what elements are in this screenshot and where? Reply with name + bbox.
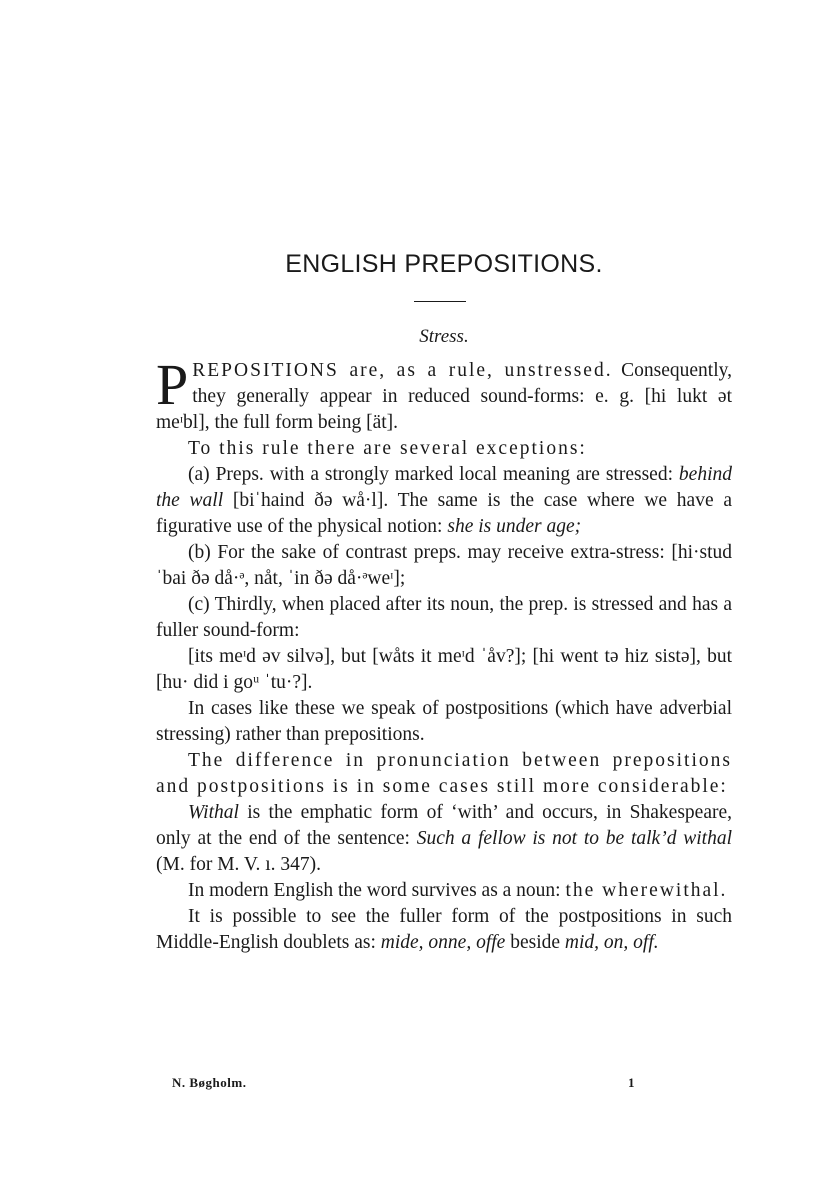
author-name: N. Bøgholm. bbox=[172, 1075, 247, 1090]
paragraph-6: [its meᶦd əv silvə], but [wåts it meᶦd ˈåv?]; [hi went tə hiz sistə], but [hu· did i goᵘ ˈtu·?]. bbox=[156, 646, 732, 693]
paragraph-text: It is possible to see the fuller form of the postpositions in such Middle-English doublets as: bbox=[156, 906, 732, 953]
paragraph-text: [biˈhaind ðə wå·l]. The same is the case where we have a figurative use of the physical notion: bbox=[156, 490, 732, 537]
section-heading: Stress. bbox=[419, 326, 469, 347]
paragraph-text: Consequently, they generally appear in reduced sound-forms: e. g. [hi lukt ət meᶦbl], the full form being [ät]. bbox=[156, 360, 732, 433]
paragraph-4: (b) For the sake of contrast preps. may receive extra-stress: [hi·stud ˈbai ðə då·ᵊ, nåt, ˈin ðə då·ᵊweᶦ]; bbox=[156, 542, 732, 589]
paragraph-7: In cases like these we speak of postpositions (which have adverbial stressing) rather than prepositions. bbox=[156, 698, 732, 745]
italic-example: behind the wall bbox=[156, 464, 732, 511]
spaced-text: are, as a rule, unstressed. bbox=[338, 360, 613, 381]
paragraph-3 bbox=[156, 462, 732, 540]
spaced-text: the wherewithal. bbox=[565, 880, 728, 901]
paragraph-9 bbox=[156, 800, 732, 878]
paragraph-text: In modern English the word survives as a noun: bbox=[188, 880, 566, 901]
italic-example: Such a fellow is not to be talk’d withal bbox=[416, 828, 732, 849]
italic-example: she is under age; bbox=[447, 516, 582, 537]
paragraph-10 bbox=[156, 878, 732, 904]
paragraph-11 bbox=[156, 904, 732, 956]
paragraph-2: To this rule there are several exceptions: bbox=[188, 438, 587, 459]
paragraph-text: is the emphatic form of ‘with’ and occurs, in Shakespeare, only at the end of the sentence: bbox=[156, 802, 732, 849]
page-title: ENGLISH PREPOSITIONS. bbox=[285, 250, 603, 278]
body-text bbox=[156, 352, 732, 956]
signature-mark: 1 bbox=[628, 1075, 635, 1090]
paragraph-text: (M. for M. V. ı. 347). bbox=[156, 854, 322, 875]
paragraph-1 bbox=[156, 352, 732, 436]
drop-cap: P bbox=[156, 352, 189, 417]
paragraph-text: (a) Preps. with a strongly marked local meaning are stressed: bbox=[188, 464, 679, 485]
paragraph-text: beside bbox=[505, 932, 565, 953]
italic-example: mide, onne, offe bbox=[380, 932, 506, 953]
small-caps-word: REPOSITIONS bbox=[192, 360, 339, 381]
title-rule bbox=[414, 301, 466, 302]
paragraph-5: (c) Thirdly, when placed after its noun, the prep. is stressed and has a fuller sound-form: bbox=[156, 594, 732, 641]
italic-example: Withal bbox=[188, 802, 239, 823]
paragraph-8: The difference in pronunciation between prepositions and postpositions is in some cases still more considerable: bbox=[156, 750, 732, 797]
italic-example: mid, on, off. bbox=[564, 932, 659, 953]
